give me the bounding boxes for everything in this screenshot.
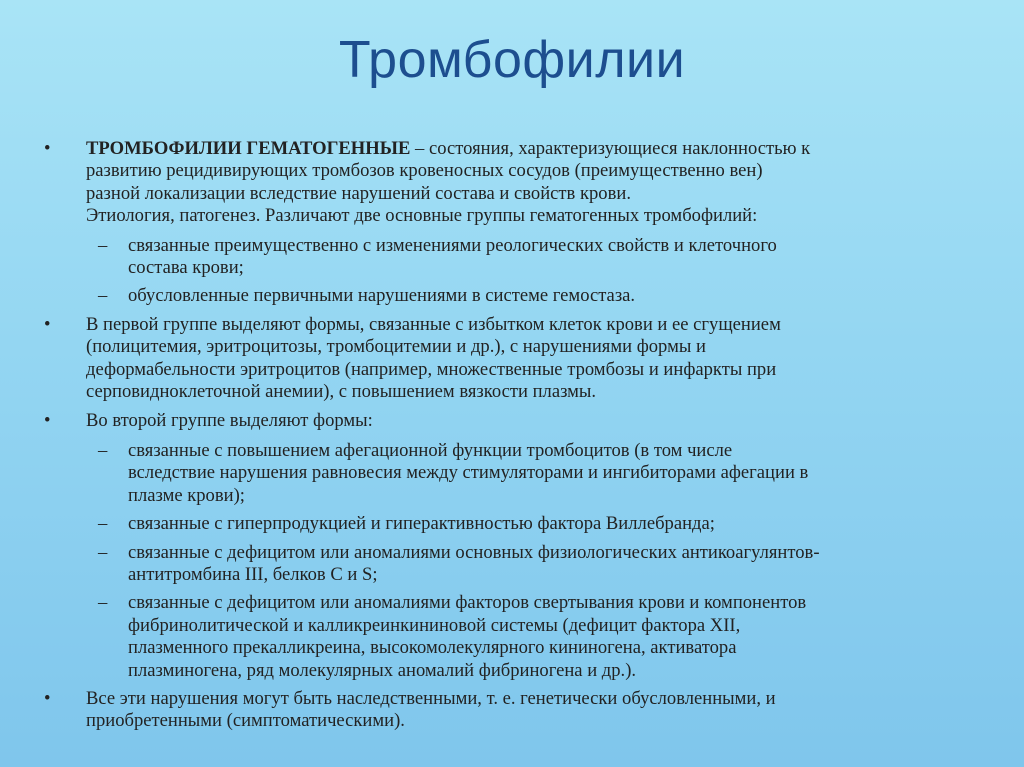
sub-bullet-line: фибринолитической и калликреинкининовой системы (дефицит фактора XII, xyxy=(128,614,741,636)
bullet-line: Все эти нарушения могут быть наследственными, т. е. генетически обусловленными, и xyxy=(86,687,776,709)
dash-marker: – xyxy=(98,592,108,614)
dash-marker: – xyxy=(98,541,108,563)
bullet-line: развитию рецидивирующих тромбозов кровеносных сосудов (преимущественно вен) xyxy=(86,160,763,182)
slide-title: Тромбофилии xyxy=(338,31,686,89)
sub-bullet-item xyxy=(40,542,990,587)
bullet-item xyxy=(40,688,990,733)
sub-bullet-line: плазме крови); xyxy=(128,484,245,506)
sub-bullet-item xyxy=(40,440,990,507)
bullet-line: (полицитемия, эритроцитозы, тромбоцитемии и др.), с нарушениями формы и xyxy=(86,336,706,358)
bullet-line: Во второй группе выделяют формы: xyxy=(86,410,373,432)
dash-marker: – xyxy=(98,439,108,461)
bullet-marker: • xyxy=(44,313,51,335)
sub-bullet-line: обусловленные первичными нарушениями в системе гемостаза. xyxy=(128,285,636,307)
sub-bullet-item xyxy=(40,235,990,280)
term-heading: ТРОМБОФИЛИИ ГЕМАТОГЕННЫЕ xyxy=(86,138,411,159)
sub-bullet-line: состава крови; xyxy=(128,257,244,279)
bullet-line: В первой группе выделяют формы, связанные с избытком клеток крови и ее сгущением xyxy=(86,313,781,335)
dash-marker: – xyxy=(98,285,108,307)
dash-marker: – xyxy=(98,513,108,535)
bullet-marker: • xyxy=(44,138,51,159)
sub-bullet-line: антитромбина III, белков С и S; xyxy=(128,563,378,585)
sub-bullet-line: вследствие нарушения равновесия между стимуляторами и ингибиторами афегации в xyxy=(128,462,809,484)
bullet-line: разной локализации вследствие нарушений состава и свойств крови. xyxy=(86,182,631,204)
sub-bullet-item xyxy=(40,285,990,307)
sub-bullet-item xyxy=(40,592,990,682)
bullet-item xyxy=(40,138,990,228)
sub-bullet-line: связанные преимущественно с изменениями реологических свойств и клеточного xyxy=(128,234,777,256)
sub-bullet-line: плазминогена, ряд молекулярных аномалий фибриногена и др.). xyxy=(128,659,637,681)
bullet-line: серповидноклеточной анемии), с повышением вязкости плазмы. xyxy=(86,381,597,403)
bullet-line: Этиология, патогенез. Различают две основные группы гематогенных тромбофилий: xyxy=(86,205,758,227)
bullet-line: приобретенными (симптоматическими). xyxy=(86,710,405,732)
sub-bullet-line: связанные с гиперпродукцией и гиперактивностью фактора Виллебранда; xyxy=(128,513,715,535)
sub-bullet-line: плазменного прекалликреина, высокомолекулярного кининогена, активатора xyxy=(128,637,737,659)
bullet-marker: • xyxy=(44,687,51,709)
dash-marker: – xyxy=(98,234,108,256)
sub-bullet-line: связанные с дефицитом или аномалиями основных физиологических антикоагулянтов- xyxy=(128,541,820,563)
sub-bullet-line: связанные с повышением афегационной функции тромбоцитов (в том числе xyxy=(128,439,733,461)
bullet-marker: • xyxy=(44,410,51,432)
bullet-line: деформабельности эритроцитов (например, множественные тромбозы и инфаркты при xyxy=(86,358,777,380)
sub-bullet-line: связанные с дефицитом или аномалиями факторов свертывания крови и компонентов xyxy=(128,592,807,614)
bullet-item xyxy=(40,314,990,404)
slide-content xyxy=(40,138,990,740)
bullet-line xyxy=(86,138,990,160)
bullet-item xyxy=(40,410,990,432)
sub-bullet-item xyxy=(40,513,990,535)
bullet-text: – состояния, характеризующиеся наклонностью к xyxy=(410,138,811,159)
